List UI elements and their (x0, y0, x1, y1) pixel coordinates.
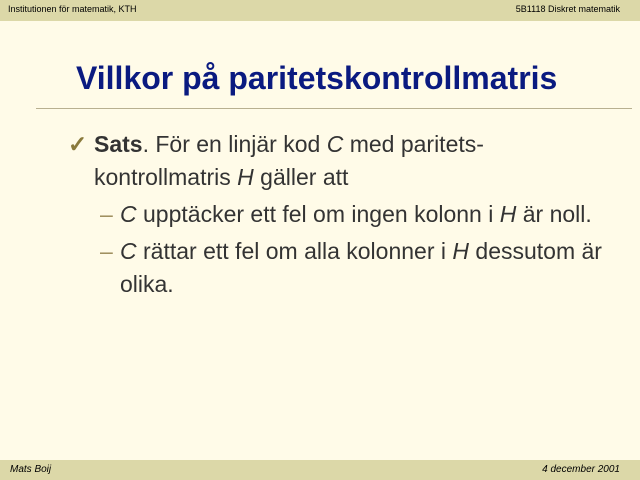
theorem-label: Sats (94, 131, 143, 157)
sub-item-var-c: C (120, 201, 137, 227)
theorem-text-2: med paritets-kontrollmatris (94, 131, 484, 190)
theorem-text-1: . För en linjär kod (142, 131, 327, 157)
theorem-text-3: gäller att (253, 164, 349, 190)
sub-item-var-c: C (120, 238, 137, 264)
title-divider (36, 108, 632, 109)
sub-item-text-2: är noll. (516, 201, 592, 227)
dash-icon: – (100, 238, 113, 264)
sub-item-correct (68, 235, 608, 301)
header-institution: Institutionen för matematik, KTH (8, 4, 137, 14)
sub-item-text-1: rättar ett fel om alla kolonner i (136, 238, 453, 264)
theorem-var-c: C (326, 131, 344, 157)
theorem-var-h: H (237, 164, 254, 190)
sub-item-var-h: H (452, 238, 470, 264)
header-bar (0, 0, 640, 21)
slide-content (68, 128, 608, 301)
check-icon: ✓ (68, 131, 88, 157)
header-course: 5B1118 Diskret matematik (515, 4, 620, 14)
theorem-bullet (68, 128, 608, 194)
footer-date: 4 december 2001 (542, 464, 620, 475)
sub-item-text-2: dessutom är olika. (120, 238, 602, 297)
sub-item-var-h: H (499, 201, 517, 227)
footer-author: Mats Boij (10, 464, 52, 475)
footer-bar (0, 460, 640, 480)
slide-title: Villkor på paritetskontrollmatris (76, 60, 558, 96)
sub-item-detect (68, 198, 608, 231)
sub-item-text-1: upptäcker ett fel om ingen kolonn i (136, 201, 500, 227)
dash-icon: – (100, 201, 113, 227)
